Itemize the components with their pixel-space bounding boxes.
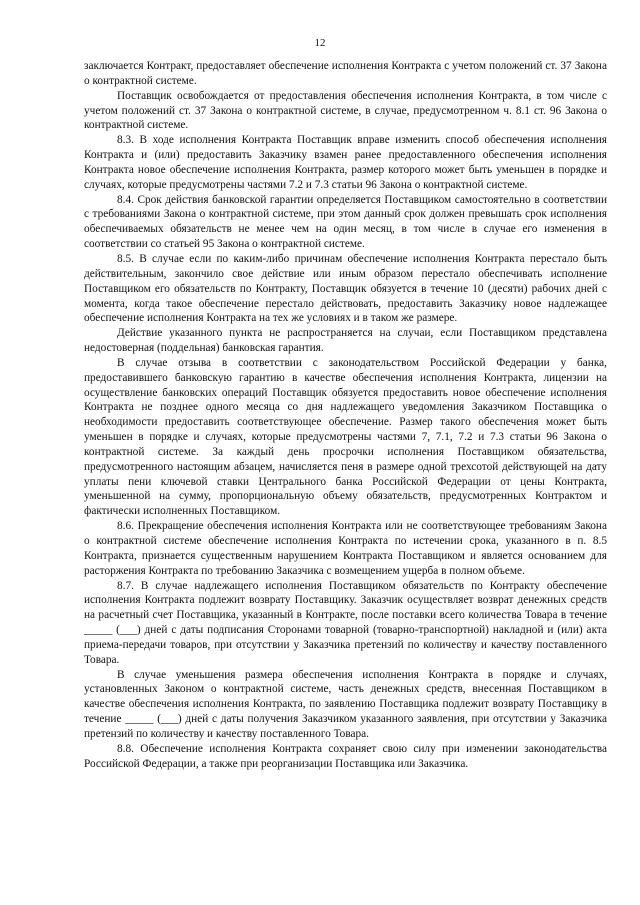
paragraph-clause-8-7: 8.7. В случае надлежащего исполнения Поставщиком обязательств по Контракту обеспечение исполнения Контракта подлежит возврату Поставщику. Заказчик осуществляет возврат денежных средств на расчетный счет Поставщика, указанный в Контракте, после поставки всего количества Товара в течение _____ (___) дней с даты подписания Сторонами товарной (товарно-транспортной) накладной и (или) акта приема-передачи товаров, при отсутствии у Заказчика претензий по количеству и качеству поставленного Товара. bbox=[84, 579, 607, 666]
paragraph-continuation: заключается Контракт, предоставляет обеспечение исполнения Контракта с учетом положений ст. 37 Закона о контрактной системе. bbox=[84, 60, 607, 87]
paragraph-clause-8-6: 8.6. Прекращение обеспечения исполнения Контракта или не соответствующее требованиям Закона о контрактной системе обеспечение исполнения Контракта по истечении срока, указанного в п. 8.5 Контракта, признается существенным нарушением Контракта Поставщиком и является основанием для расторжения Контракта по требованию Заказчика с возмещением ущерба в полном объеме. bbox=[84, 520, 607, 577]
paragraph-clause-8-4: 8.4. Срок действия банковской гарантии определяется Поставщиком самостоятельно в соответствии с требованиями Закона о контрактной системе, при этом данный срок должен превышать срок исполнения обеспечиваемых обязательств не менее чем на один месяц, в том числе в случае его изменения в соответствии со статьей 95 Закона о контрактной системе. bbox=[84, 193, 607, 251]
paragraph-clause-8-8: 8.8. Обеспечение исполнения Контракта сохраняет свою силу при изменении законодательства Российской Федерации, а также при реорганизации Поставщика или Заказчика. bbox=[84, 742, 607, 770]
paragraph-clause-8-7-reduction: В случае уменьшения размера обеспечения исполнения Контракта в порядке и случаях, установленных Законом о контрактной системе, часть денежных средств, внесенная Поставщиком в качестве обеспечения исполнения Контракта, по заявлению Поставщика подлежит возврату Поставщику в течение _____ (___) дней с даты получения Заказчиком указанного заявления, при отсутствии у Заказчика претензий по количеству и качеству поставленного Товара. bbox=[84, 668, 607, 740]
document-body bbox=[84, 59, 607, 772]
page-number: 12 bbox=[314, 37, 326, 49]
paragraph-clause-8-3: 8.3. В ходе исполнения Контракта Поставщик вправе изменить способ обеспечения исполнения Контракта и (или) предоставить Заказчику взамен ранее предоставленного обеспечения исполнения Контракта новое обеспечение исполнения Контракта, размер которого может быть уменьшен в порядке и случаях, которые предусмотрены частями 7.2 и 7.3 статьи 96 Закона о контрактной системе. bbox=[84, 134, 607, 191]
paragraph-clause-8-5-exception: Действие указанного пункта не распространяется на случаи, если Поставщиком представлена недостоверная (поддельная) банковская гарантия. bbox=[84, 327, 607, 355]
paragraph-clause-8-5-license-revocation: В случае отзыва в соответствии с законодательством Российской Федерации у банка, предоставившего банковскую гарантию в качестве обеспечения исполнения Контракта, лицензии на осуществление банковских операций Поставщик обязуется предоставить новое обеспечение исполнения Контракта не позднее одного месяца со дня надлежащего уведомления Заказчиком Поставщика о необходимости предоставить соответствующее обеспечение. Размер такого обеспечения может быть уменьшен в порядке и случаях, которые предусмотрены частями 7, 7.1, 7.2 и 7.3 статьи 96 Закона о контрактной системе. За каждый день просрочки исполнения Поставщиком обязательства, предусмотренного настоящим абзацем, начисляется пеня в размере одной трехсотой действующей на дату уплаты пени ключевой ставки Центрального банка Российской Федерации от цены Контракта, уменьшенной на сумму, пропорциональную объему обязательств, предусмотренных Контрактом и фактически исполненных Поставщиком. bbox=[84, 356, 607, 518]
paragraph-supplier-exemption: Поставщик освобождается от предоставления обеспечения исполнения Контракта, в том числе с учетом положений ст. 37 Закона о контрактной системе, в случае, предусмотренном ч. 8.1 ст. 96 Закона о контрактной системе. bbox=[84, 89, 607, 132]
paragraph-clause-8-5: 8.5. В случае если по каким-либо причинам обеспечение исполнения Контракта перестало быть действительным, закончило свое действие или иным образом перестало обеспечивать исполнение Поставщиком его обязательств по Контракту, Поставщик обязуется в течение 10 (десяти) рабочих дней с момента, когда такое обеспечение перестало действовать, предоставить Заказчику новое надлежащее обеспечение исполнения Контракта на тех же условиях и в таком же размере. bbox=[84, 252, 607, 325]
